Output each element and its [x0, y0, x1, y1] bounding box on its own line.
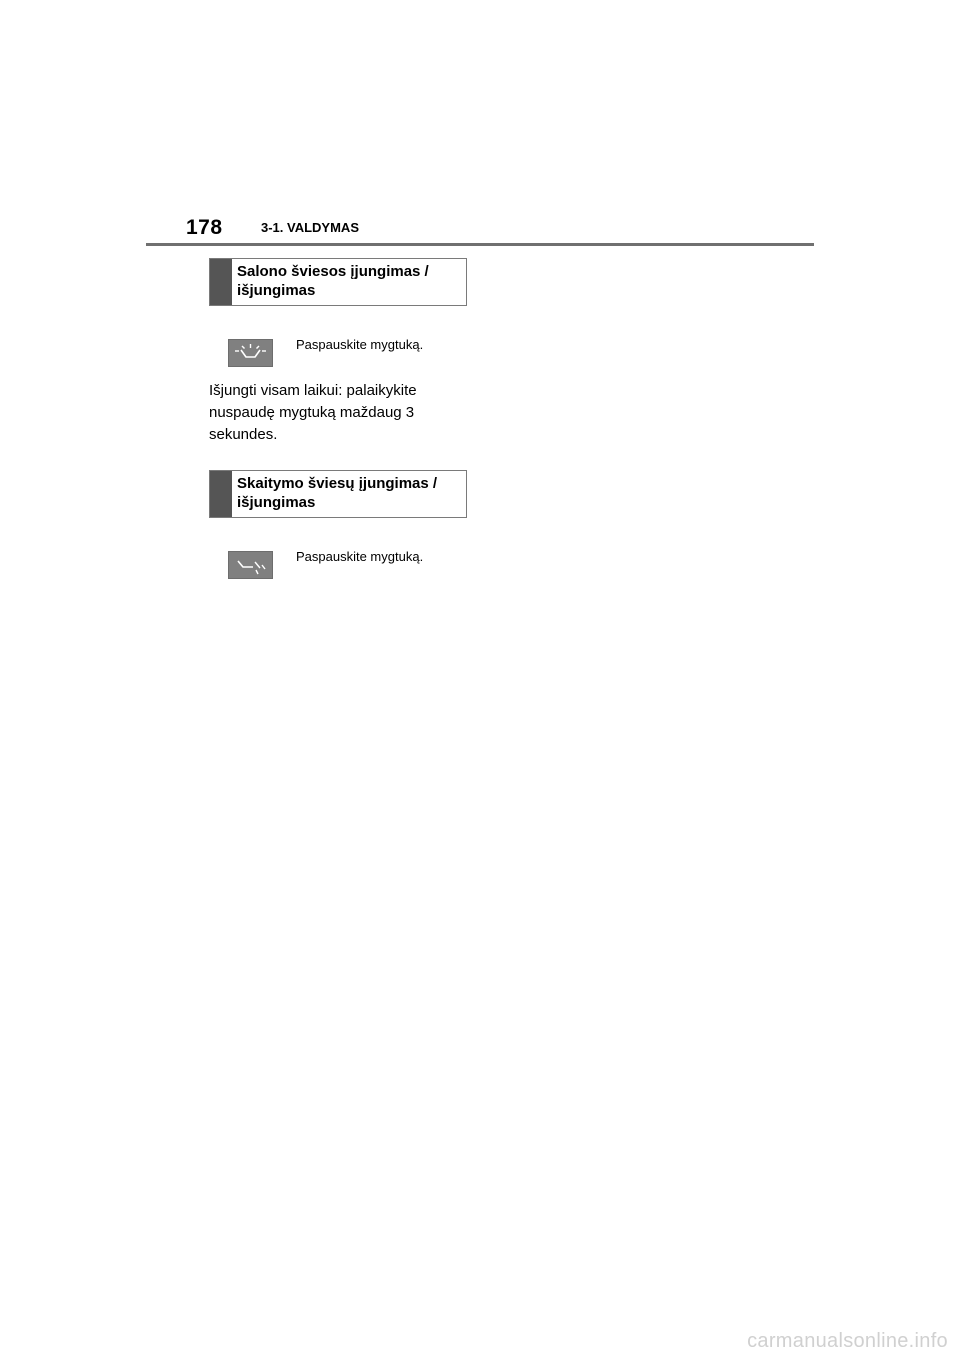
- note-line: sekundes.: [209, 426, 278, 443]
- section-heading-text: [237, 474, 460, 512]
- instruction-text: Paspauskite mygtuką.: [296, 549, 424, 564]
- section-heading-line: Salono šviesos įjungimas /: [237, 263, 429, 280]
- section-heading-reading-light: [209, 470, 467, 518]
- page-number: 178: [186, 216, 223, 239]
- section-heading-line: Skaitymo šviesų įjungimas /: [237, 475, 438, 492]
- header-rule: [146, 243, 814, 246]
- section-heading-line: išjungimas: [237, 282, 316, 299]
- watermark: carmanualsonline.info: [747, 1330, 948, 1352]
- section-heading-bar: [210, 471, 232, 517]
- interior-light-icon: [229, 340, 272, 366]
- section-heading-interior-light: [209, 258, 467, 306]
- note-line: Išjungti visam laikui: palaikykite: [209, 382, 417, 399]
- instruction-text: Paspauskite mygtuką.: [296, 337, 424, 352]
- section-heading-line: išjungimas: [237, 494, 316, 511]
- reading-light-button: [228, 551, 273, 579]
- note-paragraph: [209, 380, 459, 446]
- note-line: nuspaudę mygtuką maždaug 3: [209, 404, 415, 421]
- section-heading-text: [237, 262, 460, 300]
- section-heading-bar: [210, 259, 232, 305]
- reading-light-icon: [229, 552, 272, 578]
- chapter-title: 3-1. VALDYMAS: [261, 220, 359, 235]
- interior-light-button: [228, 339, 273, 367]
